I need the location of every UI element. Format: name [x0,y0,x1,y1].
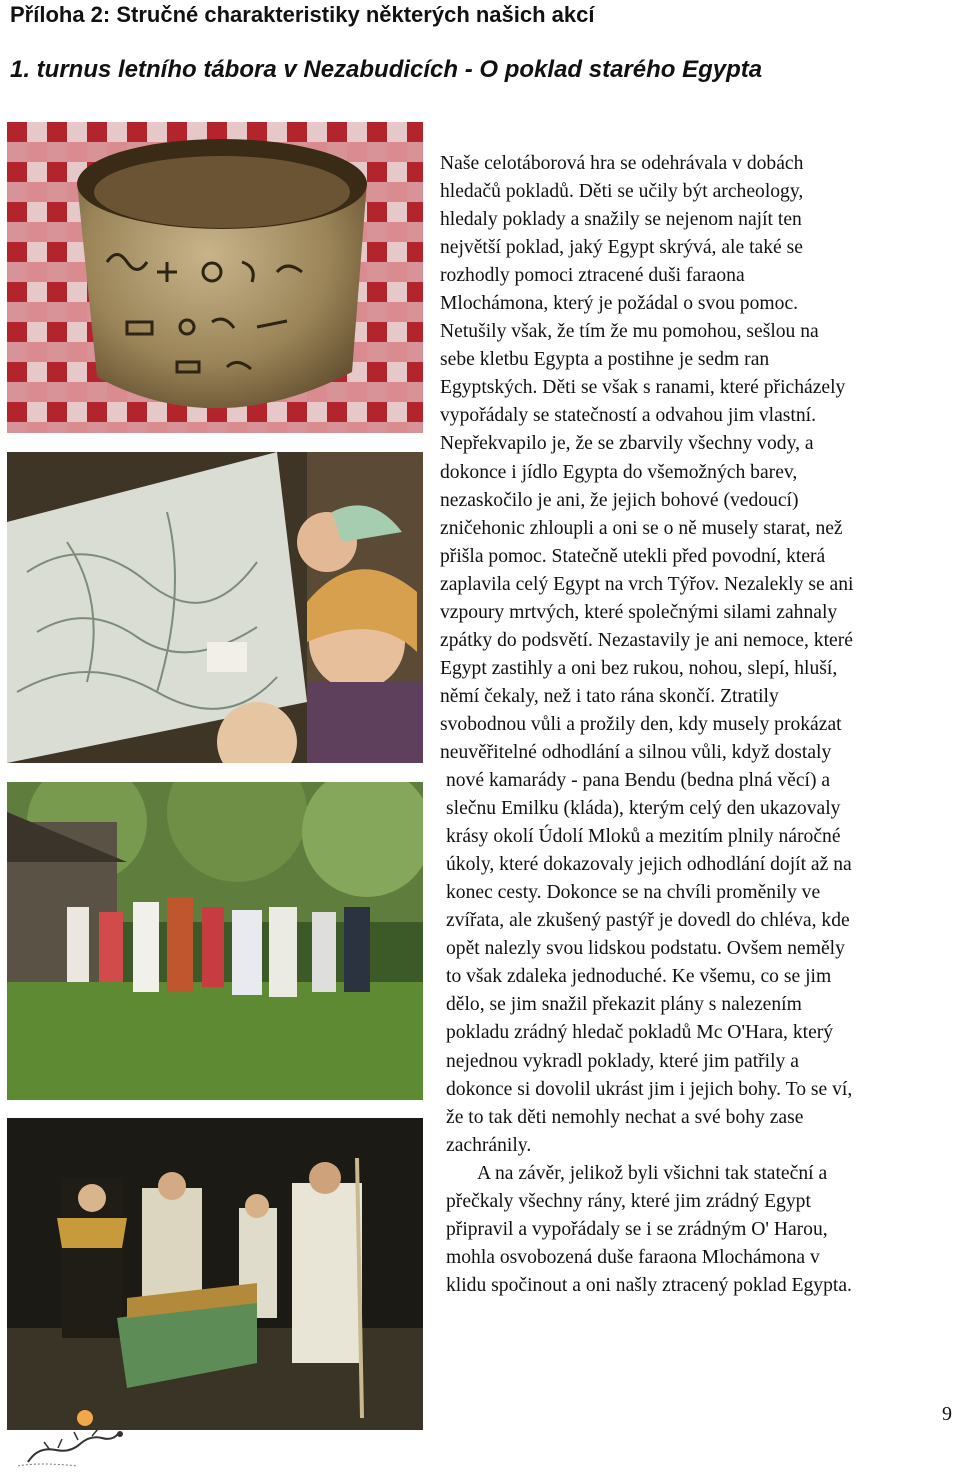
text-line: Nepřekvapilo je, že se zbarvily všechny vody, a [440,433,814,455]
text-line: slečnu Emilku (kláda), kterým celý den ukazovaly [446,798,841,820]
text-line: největší poklad, jaký Egypt skrývá, ale také se [440,237,803,259]
text-line: zachránily. [446,1134,532,1156]
text-line: vypořádaly se statečností a odvahou jim vlastní. [440,405,817,427]
text-line: mohla osvobozená duše faraona Mlochámona v [446,1246,820,1268]
text-line: zničehonic zhloupli a oni se o ně musely starat, než [440,517,843,539]
text-line: připravil a vypořádaly se i se zrádným O' Harou, [446,1218,828,1240]
section-title: 1. turnus letního tábora v Nezabudicích - O poklad starého Egypta [10,56,763,83]
page-title: Příloha 2: Stručné charakteristiky některých našich akcí [10,2,595,27]
text-line: opět nalezly svou lidskou podstatu. Ovšem neměly [446,938,845,960]
salamander-logo-icon [10,1420,130,1470]
text-line: zaplavila celý Egypt na vrch Týřov. Nezalekly se ani [440,573,854,595]
text-line: zpátky do podsvětí. Nezastavily je ani nemoce, které [440,629,853,651]
article-body [440,150,958,1300]
text-line: vzpoury mrtvých, které společnými silami zahnaly [440,601,838,623]
text-line: nezaskočilo je ani, že jejich bohové (vedoucí) [440,489,799,511]
children-at-map-photo [7,452,423,763]
text-line: Mlochámona, který je požádal o svou pomoc. [440,293,799,315]
text-line: Egyptských. Děti se však s ranami, které přicházely [440,377,846,399]
text-line: přišla pomoc. Statečně utekli před povodní, která [440,545,826,567]
text-line: úkoly, které dokazovaly jejich odhodlání dojít až na [446,854,852,876]
bowl-with-hieroglyphs-photo [7,122,423,433]
text-line: hledaly poklady a snažily se nejenom najít ten [440,209,802,231]
text-line: svobodnou vůli a prožily den, kdy musely prokázat [440,713,842,735]
text-line: neuvěřitelné odhodlání a silnou vůli, když dostaly [440,741,832,763]
group-costumes-meadow-photo [7,782,423,1100]
text-line: přečkaly všechny rány, které jim zrádný Egypt [446,1190,811,1212]
paragraph-2 [440,1160,958,1300]
page-number: 9 [942,1403,952,1425]
text-line: to však zdaleka jednoduché. Ke všemu, co se jim [446,966,832,988]
text-line: konec cesty. Dokonce se na chvíli proměnily ve [446,882,821,904]
text-line: dělo, se jim snažil překazit plány s nalezením [446,994,802,1016]
text-line: A na závěr, jelikož byli všichni tak stateční a [477,1162,828,1184]
text-line: dokonce i jídlo Egypta do všemožných barev, [440,461,798,483]
text-line: dokonce si dovolil ukrást jim i jejich bohy. To se ví, [446,1078,853,1100]
text-line: Naše celotáborová hra se odehrávala v dobách [440,153,804,174]
text-line: nejednou vykradl poklady, které jim patřily a [446,1050,799,1072]
text-line: klidu spočinout a oni našly ztracený poklad Egypta. [446,1274,852,1296]
paragraph-1 [440,150,958,1160]
text-line: němí čekaly, než i tato rána skončí. Ztratily [440,685,779,707]
text-line: nové kamarády - pana Bendu (bedna plná věcí) a [446,770,831,792]
text-line: Egypt zastihly a oni bez rukou, nohou, slepí, hluší, [440,657,838,679]
text-line: zvířata, ale zkušený pastýř je dovedl do chléva, kde [446,910,850,932]
text-line: rozhodly pomoci ztracené duši faraona [440,265,745,287]
text-line: pokladu zrádný hledač pokladů Mc O'Hara, který [446,1022,834,1044]
night-ceremony-photo [7,1118,423,1430]
text-line: sebe kletbu Egypta a postihne je sedm ran [440,349,770,371]
text-line: Netušily však, že tím že mu pomohou, sešlou na [440,321,819,343]
text-line: hledačů pokladů. Děti se učily být archeology, [440,181,804,203]
text-line: že to tak děti nemohly nechat a své bohy zase [446,1106,804,1128]
text-line: krásy okolí Údolí Mloků a mezitím plnily náročné [446,826,841,848]
